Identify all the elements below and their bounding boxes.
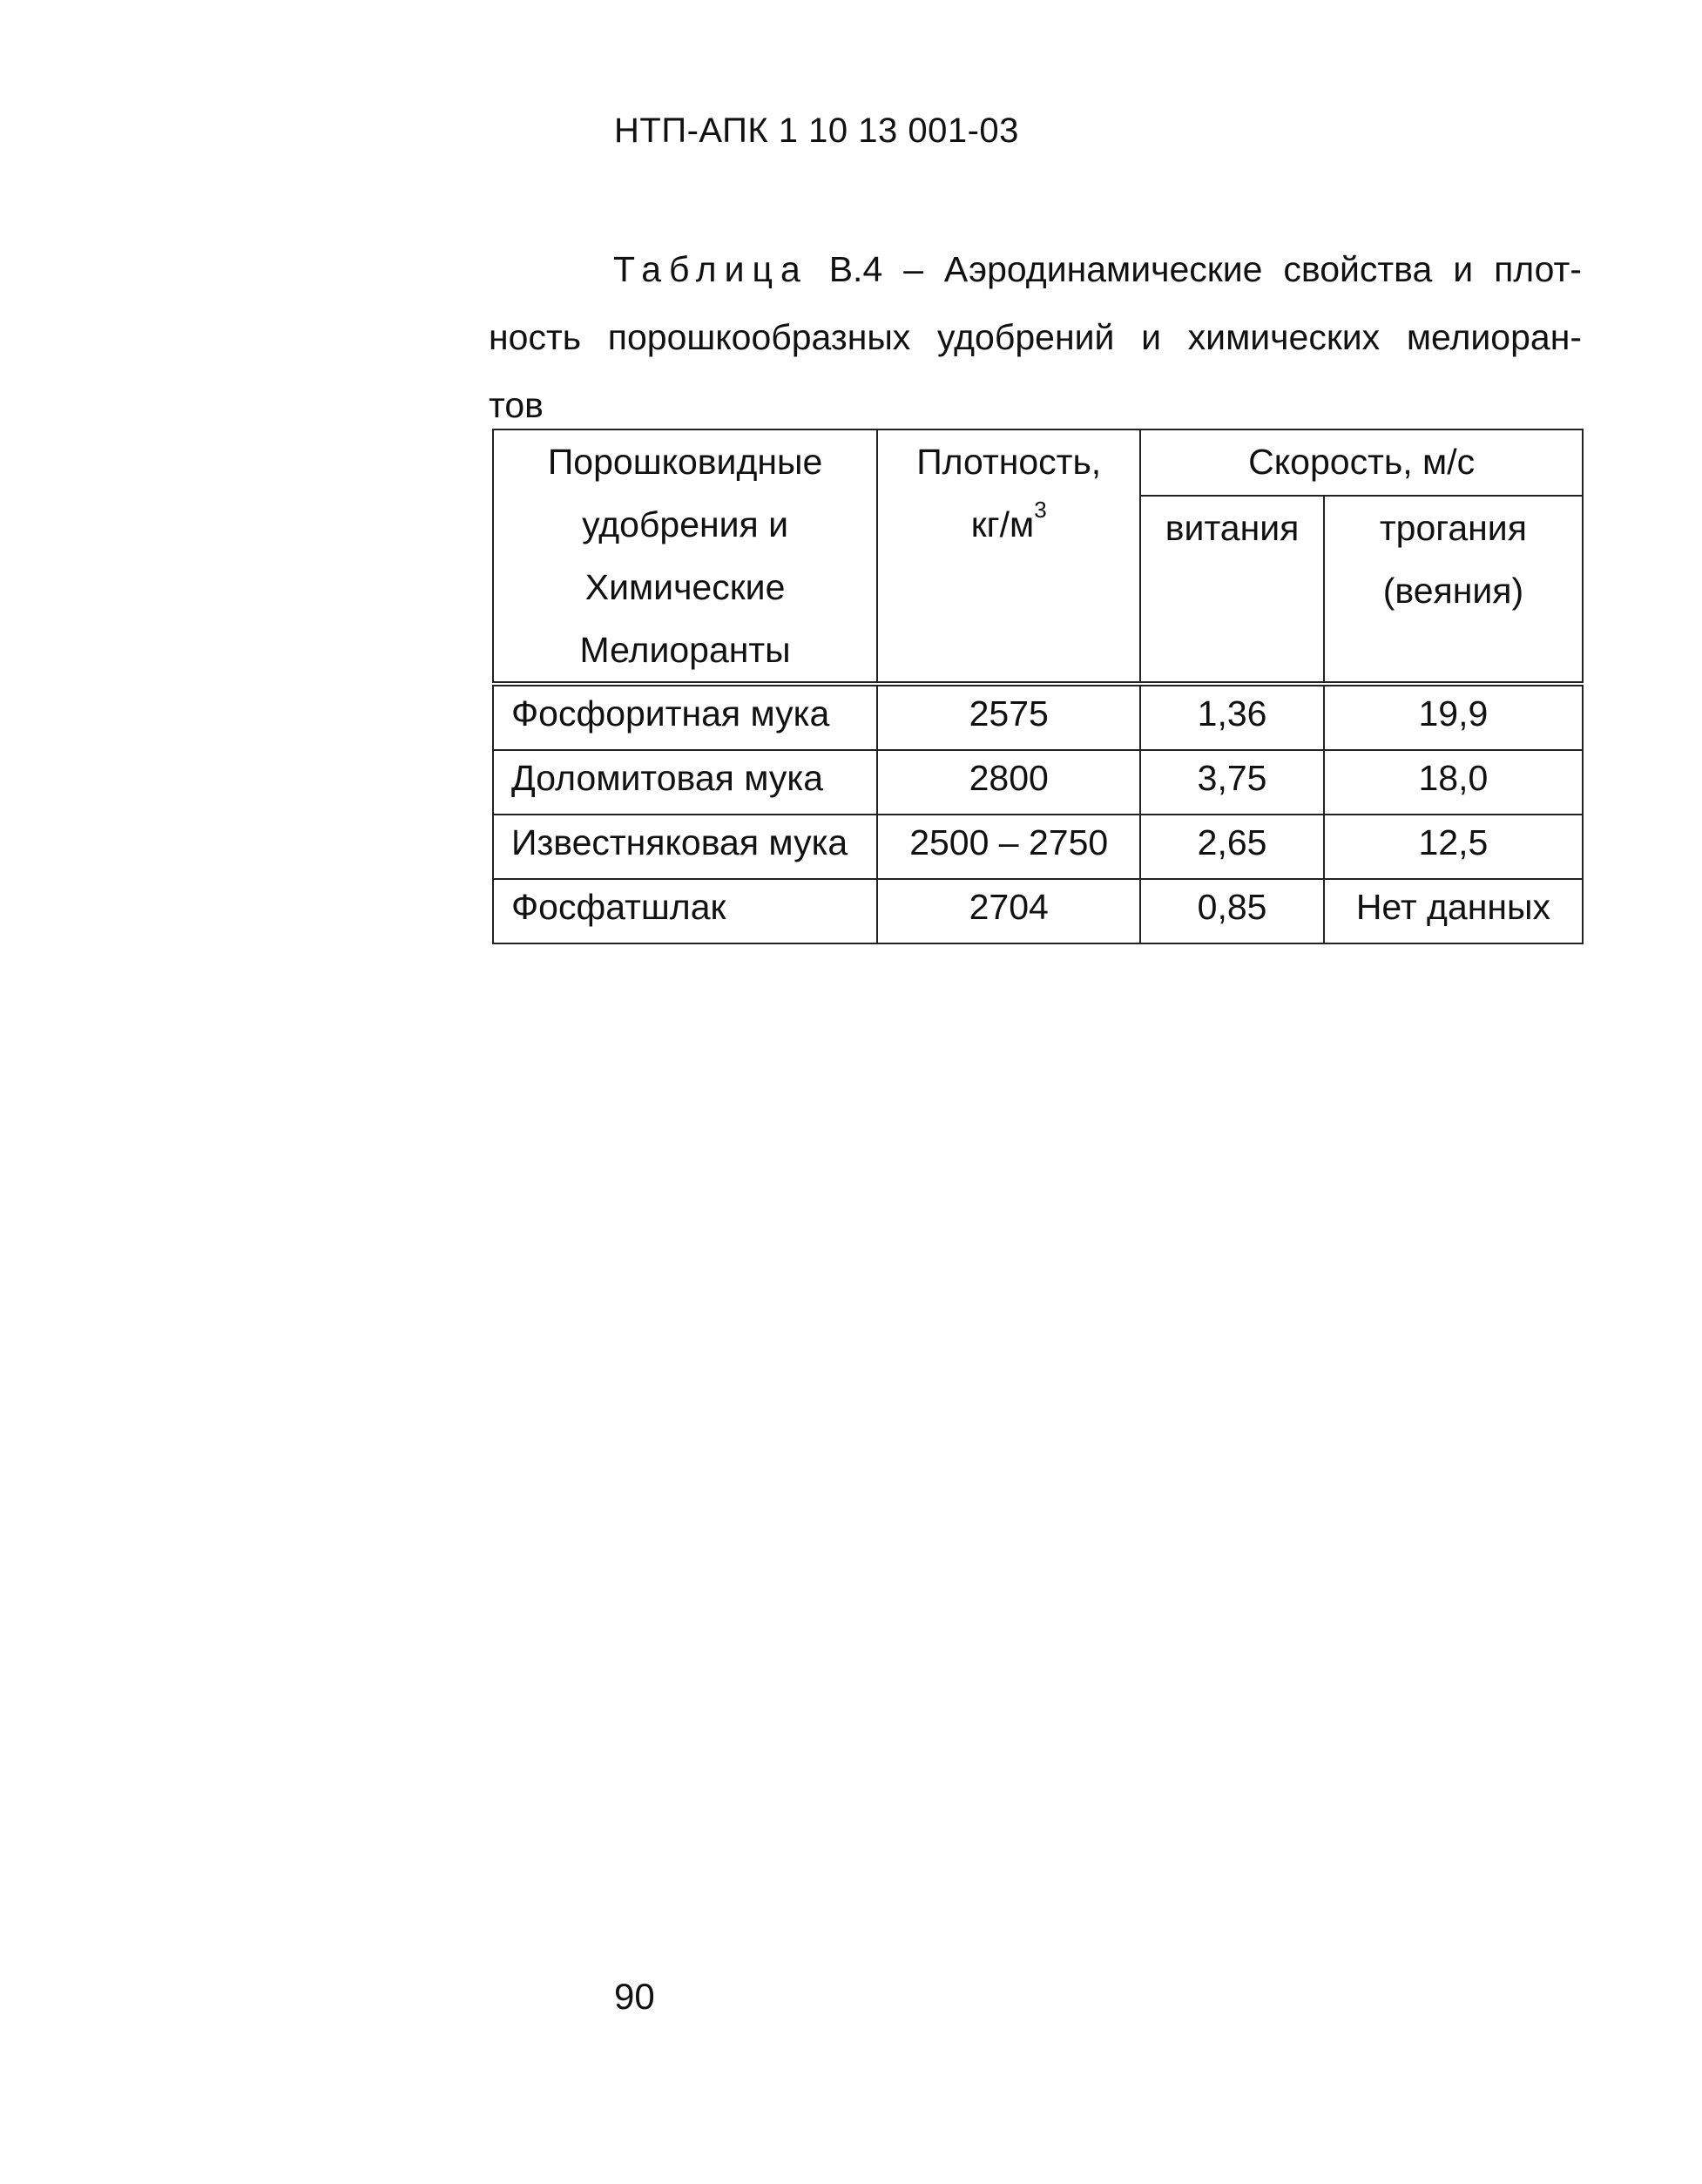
- header-density-unit: [878, 493, 1139, 556]
- table-caption: [489, 235, 1582, 439]
- header-density-cell: [877, 429, 1140, 684]
- header-vitaniya-cell: витания: [1140, 496, 1324, 684]
- row-vitaniya-cell: 3,75: [1140, 750, 1324, 815]
- header-trogania-cell: [1324, 496, 1583, 684]
- row-name-cell: Фосфатшлак: [493, 879, 877, 943]
- header-name-line-2: удобрения и: [582, 504, 789, 544]
- row-name-cell: Известняковая мука: [493, 815, 877, 879]
- row-trogania-cell: 12,5: [1324, 815, 1583, 879]
- row-density-cell: 2575: [877, 684, 1140, 750]
- row-trogania-cell: Нет данных: [1324, 879, 1583, 943]
- table-row: [493, 815, 1583, 879]
- table-row: [493, 684, 1583, 750]
- caption-number: В.4: [828, 249, 883, 289]
- row-vitaniya-cell: 2,65: [1140, 815, 1324, 879]
- row-density-cell: 2800: [877, 750, 1140, 815]
- caption-line-3: тов: [489, 385, 544, 425]
- caption-line-1: [489, 235, 1582, 303]
- header-density-line-1: Плотность,: [916, 442, 1102, 482]
- header-speed-cell: Скорость, м/с: [1140, 429, 1583, 496]
- fertilizer-properties-table: [492, 429, 1584, 944]
- row-vitaniya-cell: 0,85: [1140, 879, 1324, 943]
- row-trogania-cell: 18,0: [1324, 750, 1583, 815]
- row-trogania-cell: 19,9: [1324, 684, 1583, 750]
- header-name-cell: [493, 429, 877, 684]
- row-density-cell: 2500 – 2750: [877, 815, 1140, 879]
- caption-label: Таблица: [613, 249, 808, 289]
- row-name-cell: Фосфоритная мука: [493, 684, 877, 750]
- caption-title-part1: – Аэродинамические свойства и плот-: [903, 249, 1582, 289]
- row-density-cell: 2704: [877, 879, 1140, 943]
- row-vitaniya-cell: 1,36: [1140, 684, 1324, 750]
- document-header-code: НТП-АПК 1 10 13 001-03: [614, 112, 1019, 150]
- caption-line-2: ность порошкообразных удобрений и химических мелиоран-: [489, 317, 1582, 357]
- page-number: 90: [614, 1976, 655, 2017]
- header-trogania-line-1: трогания: [1379, 508, 1527, 548]
- header-name-line-3: Химические: [584, 567, 786, 607]
- table-row: [493, 750, 1583, 815]
- density-unit-text: кг/м: [970, 504, 1035, 544]
- header-name-line-1: Порошковидные: [547, 442, 823, 482]
- table-row: [493, 879, 1583, 943]
- header-trogania-line-2: (веяния): [1382, 571, 1524, 611]
- header-name-line-4: Мелиоранты: [579, 630, 791, 670]
- row-name-cell: Доломитовая мука: [493, 750, 877, 815]
- density-unit-superscript: 3: [1034, 497, 1047, 523]
